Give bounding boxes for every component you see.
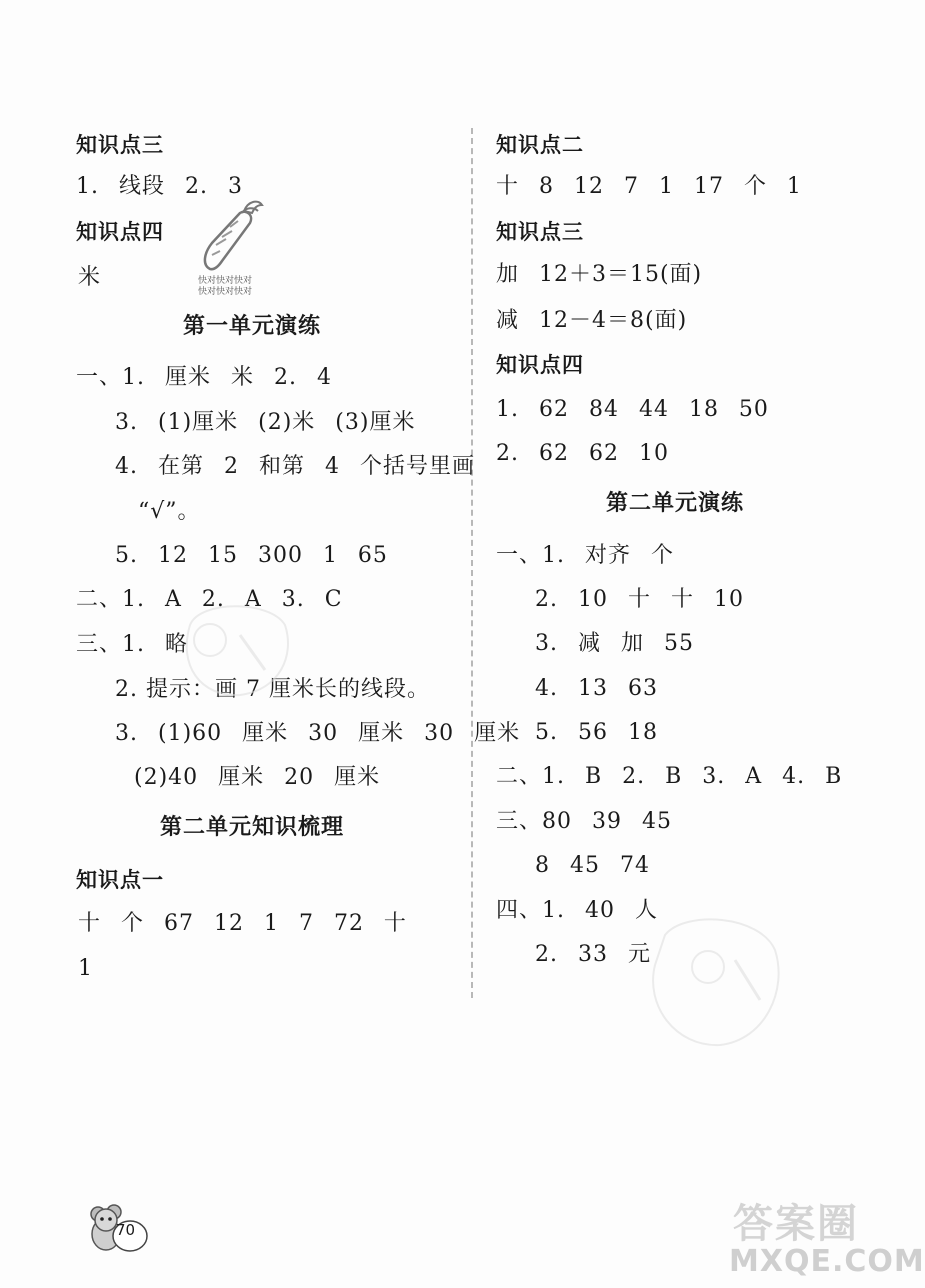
answer-line: 1. 62 84 44 18 50: [496, 397, 769, 422]
page-number: 70: [116, 1221, 136, 1239]
answer-line: “√”。: [138, 499, 201, 524]
answer-line: 米: [78, 265, 102, 290]
heading-knowledge-point-4: 知识点四: [76, 220, 164, 244]
answer-line: 2. 10 十 十 10: [535, 587, 744, 612]
section-title-unit2-practice: 第二单元演练: [606, 491, 745, 516]
answer-line: 8 45 74: [535, 853, 650, 878]
answer-line: 2. 提示：画 7 厘米长的线段。: [115, 677, 430, 702]
answer-line: 5. 12 15 300 1 65: [115, 543, 388, 568]
heading-knowledge-point-1: 知识点一: [76, 868, 164, 892]
answer-line: 5. 56 18: [535, 720, 658, 745]
mascot-caption-line: 快对快对快对: [197, 287, 252, 297]
heading-knowledge-point-2: 知识点二: [496, 133, 584, 157]
answer-line: (2)40 厘米 20 厘米: [134, 765, 381, 790]
answer-line: 一、1. 厘米 米 2. 4: [76, 365, 332, 390]
carrot-mascot-icon: [196, 197, 266, 277]
heading-knowledge-point-3-right: 知识点三: [496, 220, 584, 244]
answer-line: 十 8 12 7 1 17 个 1: [496, 174, 802, 199]
mascot-caption-line: 快对快对快对: [197, 276, 252, 286]
answer-line: 4. 13 63: [535, 676, 658, 701]
heading-knowledge-point-3: 知识点三: [76, 133, 164, 157]
answer-line: 3. (1)60 厘米 30 厘米 30 厘米: [115, 721, 521, 746]
answer-line: 二、1. B 2. B 3. A 4. B: [496, 764, 843, 789]
answer-line: 减 12－4＝8(面): [496, 308, 688, 333]
answer-line: 二、1. A 2. A 3. C: [76, 587, 343, 612]
watermark-url: MXQE.COM: [729, 1244, 925, 1279]
answer-line: 2. 33 元: [535, 942, 651, 967]
answer-line: 3. 减 加 55: [535, 631, 694, 656]
answer-line: 一、1. 对齐 个: [496, 543, 674, 568]
answer-line: 三、80 39 45: [496, 809, 672, 834]
column-divider: [471, 128, 473, 998]
answer-line: 4. 在第 2 和第 4 个括号里画: [115, 454, 475, 479]
watermark-text: 答案圈: [733, 1201, 859, 1247]
faint-stamp-icon: [640, 905, 790, 1055]
answer-line: 1: [78, 956, 93, 981]
answer-line: 十 个 67 12 1 7 72 十: [78, 911, 407, 936]
answer-line: 加 12＋3＝15(面): [496, 262, 703, 287]
heading-knowledge-point-4-right: 知识点四: [496, 353, 584, 377]
answer-line: 1. 线段 2. 3: [76, 174, 243, 199]
section-title-unit2-review: 第二单元知识梳理: [160, 815, 345, 840]
answer-line: 四、1. 40 人: [496, 898, 658, 923]
site-watermark-logo: [725, 1192, 925, 1284]
faint-stamp-icon: [170, 595, 300, 705]
section-title-unit1-practice: 第一单元演练: [183, 314, 322, 339]
mascot-caption: [193, 276, 257, 298]
answer-line: 三、1. 略: [76, 632, 188, 657]
answer-line: 2. 62 62 10: [496, 441, 669, 466]
answer-line: 3. (1)厘米 (2)米 (3)厘米: [115, 410, 416, 435]
